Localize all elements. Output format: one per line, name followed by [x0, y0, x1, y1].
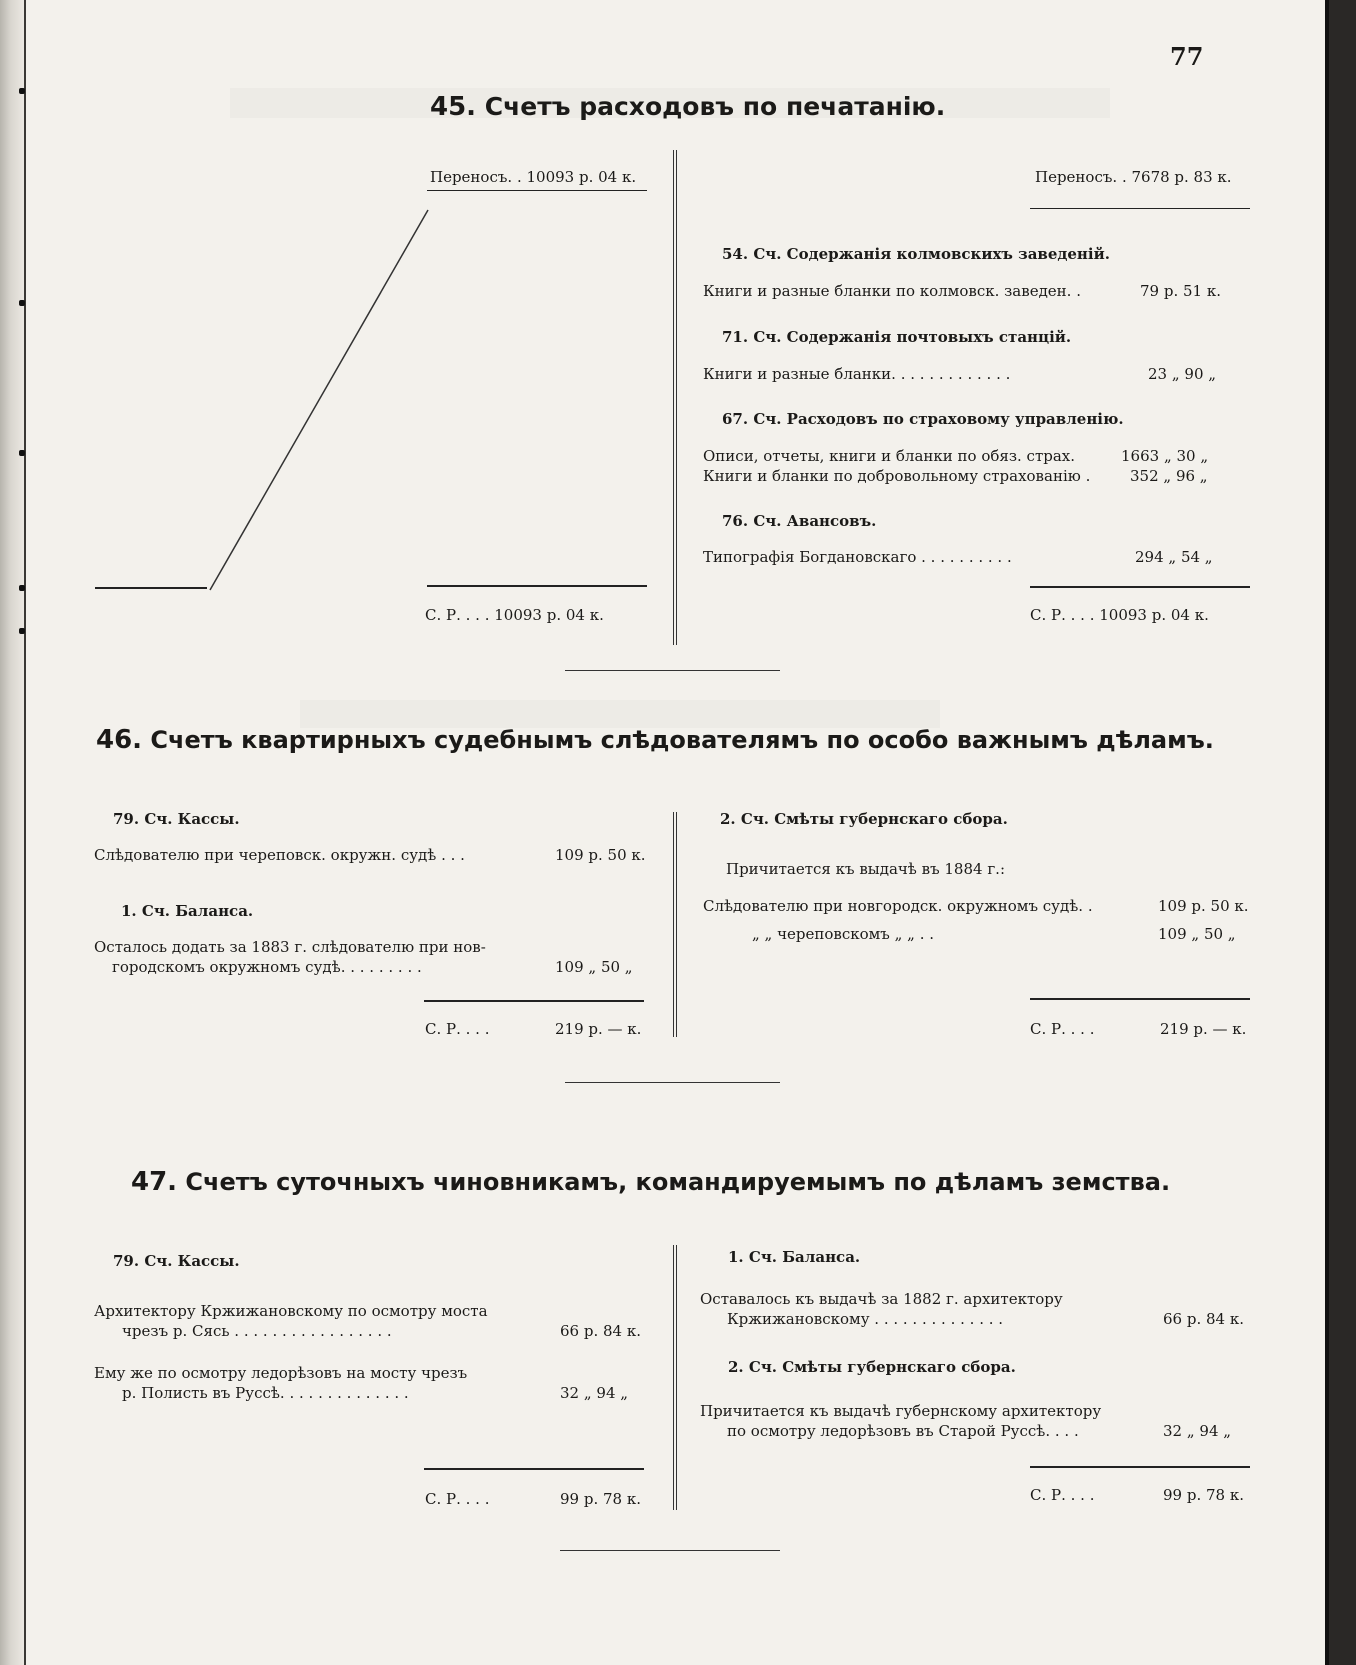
sec45-right-amount-1: 79 р. 51 к. — [1140, 282, 1221, 300]
sec47-left-line-2a: Ему же по осмотру ледорѣзовъ на мосту чрезъ — [94, 1364, 468, 1382]
sec46-right-amount-2: 109 „ 50 „ — [1158, 925, 1236, 943]
section-47-title — [131, 1167, 1170, 1197]
sec46-right-line-1: Слѣдователю при новгородск. окружномъ судѣ. . — [703, 897, 1093, 915]
section-46-title — [96, 725, 1214, 755]
sec45-right-amount-4: 352 „ 96 „ — [1130, 467, 1208, 485]
sec46-left-line-1: Слѣдователю при череповск. окружн. судѣ . . . — [94, 846, 465, 864]
section-separator — [565, 670, 780, 671]
page-number: 77 — [1170, 42, 1204, 71]
sec46-left-heading-1: 1. Сч. Баланса. — [121, 902, 254, 920]
sec45-right-amount-2: 23 „ 90 „ — [1148, 365, 1217, 383]
sec45-right-heading-54: 54. Сч. Содержанія колмовскихъ заведеній. — [722, 245, 1110, 263]
section-separator — [565, 1082, 780, 1083]
sec45-right-carry: Переносъ. . 7678 р. 83 к. — [1035, 168, 1232, 186]
section-45-number: 45. — [430, 92, 477, 122]
sec45-right-line-1: Книги и разные бланки по колмовск. заведен. . — [703, 282, 1081, 300]
sec45-left-total: С. Р. . . . 10093 р. 04 к. — [425, 606, 604, 624]
book-spine — [0, 0, 26, 1665]
sec45-right-line-2: Книги и разные бланки. . . . . . . . . . . . . — [703, 365, 1011, 383]
section-45-title — [430, 92, 945, 122]
sec46-right-amount-1: 109 р. 50 к. — [1158, 897, 1249, 915]
sec46-left-amount-2: 109 „ 50 „ — [555, 958, 633, 976]
sec47-left-heading-79: 79. Сч. Кассы. — [113, 1252, 240, 1270]
sec47-left-line-1a: Архитектору Кржижановскому по осмотру моста — [94, 1302, 488, 1320]
sec46-left-amount-1: 109 р. 50 к. — [555, 846, 646, 864]
sec46-left-heading-79: 79. Сч. Кассы. — [113, 810, 240, 828]
section-separator — [560, 1550, 780, 1551]
sec45-cancel-line — [95, 200, 430, 595]
sec45-right-amount-3: 1663 „ 30 „ — [1121, 447, 1209, 465]
sec47-left-total-label: С. Р. . . . — [425, 1490, 490, 1508]
sec47-right-amount-1: 66 р. 84 к. — [1163, 1310, 1244, 1328]
section-46-number: 46. — [96, 725, 143, 755]
sec47-left-amount-2: 32 „ 94 „ — [560, 1384, 629, 1402]
sec46-right-note: Причитается къ выдачѣ въ 1884 г.: — [726, 860, 1006, 878]
sec47-right-total-amount: 99 р. 78 к. — [1163, 1486, 1244, 1504]
sec47-left-line-1b: чрезъ р. Сясь . . . . . . . . . . . . . . . . . — [122, 1322, 392, 1340]
sec46-right-total-amount: 219 р. — к. — [1160, 1020, 1247, 1038]
sec45-right-heading-76: 76. Сч. Авансовъ. — [722, 512, 877, 530]
sec46-right-heading-2: 2. Сч. Смѣты губернскаго сбора. — [720, 810, 1008, 828]
sec47-right-amount-2: 32 „ 94 „ — [1163, 1422, 1232, 1440]
section-46-title-text: Счетъ квартирныхъ судебнымъ слѣдователямъ по особо важнымъ дѣламъ. — [150, 726, 1214, 754]
sec47-column-divider — [673, 1245, 677, 1510]
sec45-left-carry: Переносъ. . 10093 р. 04 к. — [430, 168, 637, 186]
sec47-right-line-2a: Причитается къ выдачѣ губернскому архитектору — [700, 1402, 1102, 1420]
sec46-left-total-amount: 219 р. — к. — [555, 1020, 642, 1038]
sec47-left-line-2b: р. Полисть въ Руссѣ. . . . . . . . . . . . . . — [122, 1384, 409, 1402]
sec47-right-heading-1: 1. Сч. Баланса. — [728, 1248, 861, 1266]
sec45-right-heading-71: 71. Сч. Содержанія почтовыхъ станцій. — [722, 328, 1072, 346]
section-47-title-text: Счетъ суточныхъ чиновникамъ, командируемымъ по дѣламъ земства. — [185, 1168, 1171, 1196]
sec46-right-line-2: „ „ череповскомъ „ „ . . — [752, 925, 934, 943]
sec45-right-total: С. Р. . . . 10093 р. 04 к. — [1030, 606, 1209, 624]
sec46-column-divider — [673, 812, 677, 1037]
sec46-left-total-label: С. Р. . . . — [425, 1020, 490, 1038]
sec47-right-heading-2: 2. Сч. Смѣты губернскаго сбора. — [728, 1358, 1016, 1376]
sec45-right-line-3: Описи, отчеты, книги и бланки по обяз. страх. — [703, 447, 1076, 465]
sec47-right-line-1a: Оставалось къ выдачѣ за 1882 г. архитектору — [700, 1290, 1063, 1308]
section-47-number: 47. — [131, 1167, 178, 1197]
sec46-left-line-2b: городскомъ окружномъ судѣ. . . . . . . . . — [112, 958, 422, 976]
sec45-right-heading-67: 67. Сч. Расходовъ по страховому управленію. — [722, 410, 1124, 428]
sec45-right-line-4: Книги и бланки по добровольному страхованію . — [703, 467, 1091, 485]
sec47-left-total-amount: 99 р. 78 к. — [560, 1490, 641, 1508]
section-45-title-text: Счетъ расходовъ по печатанію. — [484, 92, 946, 121]
sec45-column-divider — [673, 150, 677, 645]
sec46-right-total-label: С. Р. . . . — [1030, 1020, 1095, 1038]
sec47-right-line-1b: Кржижановскому . . . . . . . . . . . . . . — [727, 1310, 1004, 1328]
sec46-left-line-2a: Осталось додать за 1883 г. слѣдователю при нов- — [94, 938, 486, 956]
sec45-right-amount-5: 294 „ 54 „ — [1135, 548, 1213, 566]
sec47-left-amount-1: 66 р. 84 к. — [560, 1322, 641, 1340]
sec45-right-line-5: Типографія Богдановскаго . . . . . . . . . . — [703, 548, 1012, 566]
scan-background — [1329, 0, 1356, 1665]
sec47-right-line-2b: по осмотру ледорѣзовъ въ Старой Руссѣ. . . . — [727, 1422, 1079, 1440]
sec47-right-total-label: С. Р. . . . — [1030, 1486, 1095, 1504]
